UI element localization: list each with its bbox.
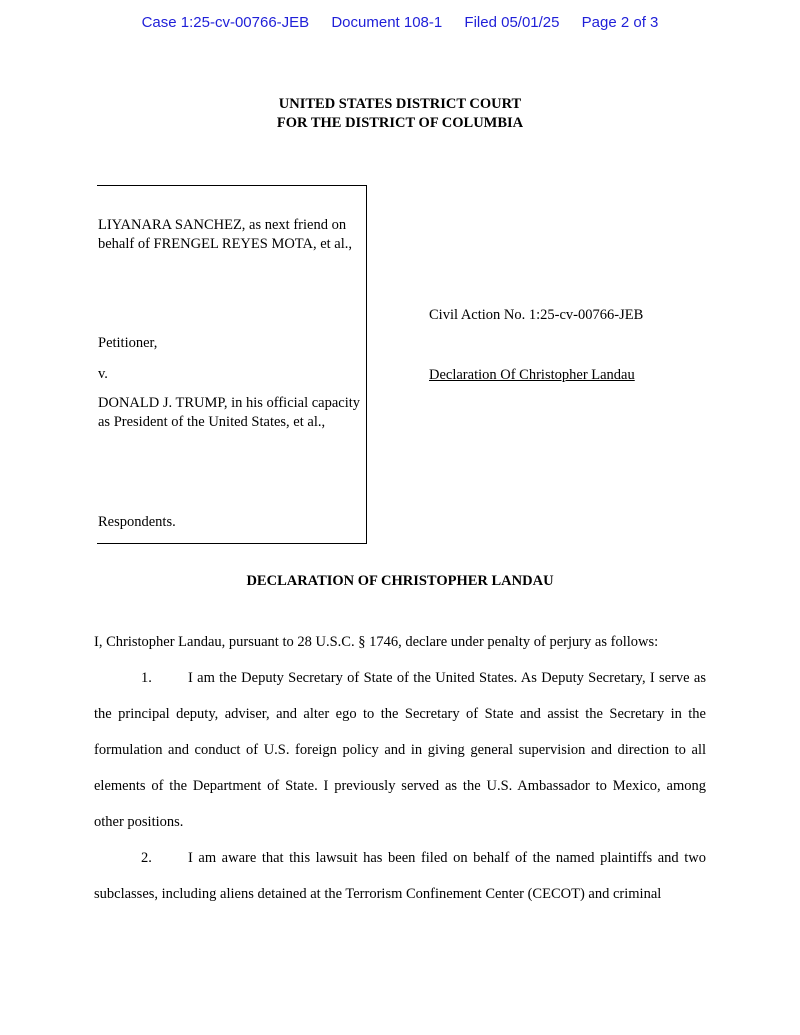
court-line-1: UNITED STATES DISTRICT COURT	[278, 96, 522, 112]
versus-label: v.	[98, 366, 108, 382]
paragraph-1	[94, 660, 706, 840]
respondent-party: DONALD J. TRUMP, in his official capacity as President of the United States, et al.,	[98, 395, 361, 430]
declaration-body	[94, 624, 706, 912]
paragraph-2	[94, 840, 706, 912]
document-number: Document 108-1	[331, 14, 443, 31]
ecf-header	[0, 14, 800, 31]
petitioner-label: Petitioner,	[98, 335, 158, 351]
document-title: DECLARATION OF CHRISTOPHER LANDAU	[246, 573, 554, 589]
declaration-caption-title: Declaration Of Christopher Landau	[429, 367, 635, 383]
respondents-label: Respondents.	[98, 514, 176, 530]
civil-action-number: Civil Action No. 1:25-cv-00766-JEB	[429, 307, 644, 323]
case-number: Case 1:25-cv-00766-JEB	[141, 14, 310, 31]
paragraph-2-number: 2.	[141, 850, 152, 866]
court-line-2: FOR THE DISTRICT OF COLUMBIA	[276, 115, 524, 131]
filed-date: Filed 05/01/25	[464, 14, 560, 31]
page-indicator: Page 2 of 3	[581, 14, 659, 31]
court-name	[0, 95, 800, 133]
intro-paragraph: I, Christopher Landau, pursuant to 28 U.S.C. § 1746, declare under penalty of perjury as follows:	[94, 634, 659, 650]
paragraph-1-text: I am the Deputy Secretary of State of the United States. As Deputy Secretary, I serve as the principal deputy, adviser, and alter ego to the Secretary of State and assist the Secretary in the formulation and conduct of U.S. foreign policy and in giving general supervision and direction to all elements of the Department of State. I previously served as the U.S. Ambassador to Mexico, among other positions.	[94, 670, 706, 830]
paragraph-1-number: 1.	[141, 670, 152, 686]
paragraph-2-text: I am aware that this lawsuit has been filed on behalf of the named plaintiffs and two subclasses, including aliens detained at the Terrorism Confinement Center (CECOT) and criminal	[94, 850, 706, 902]
petitioner-party: LIYANARA SANCHEZ, as next friend on behalf of FRENGEL REYES MOTA, et al.,	[98, 217, 353, 252]
